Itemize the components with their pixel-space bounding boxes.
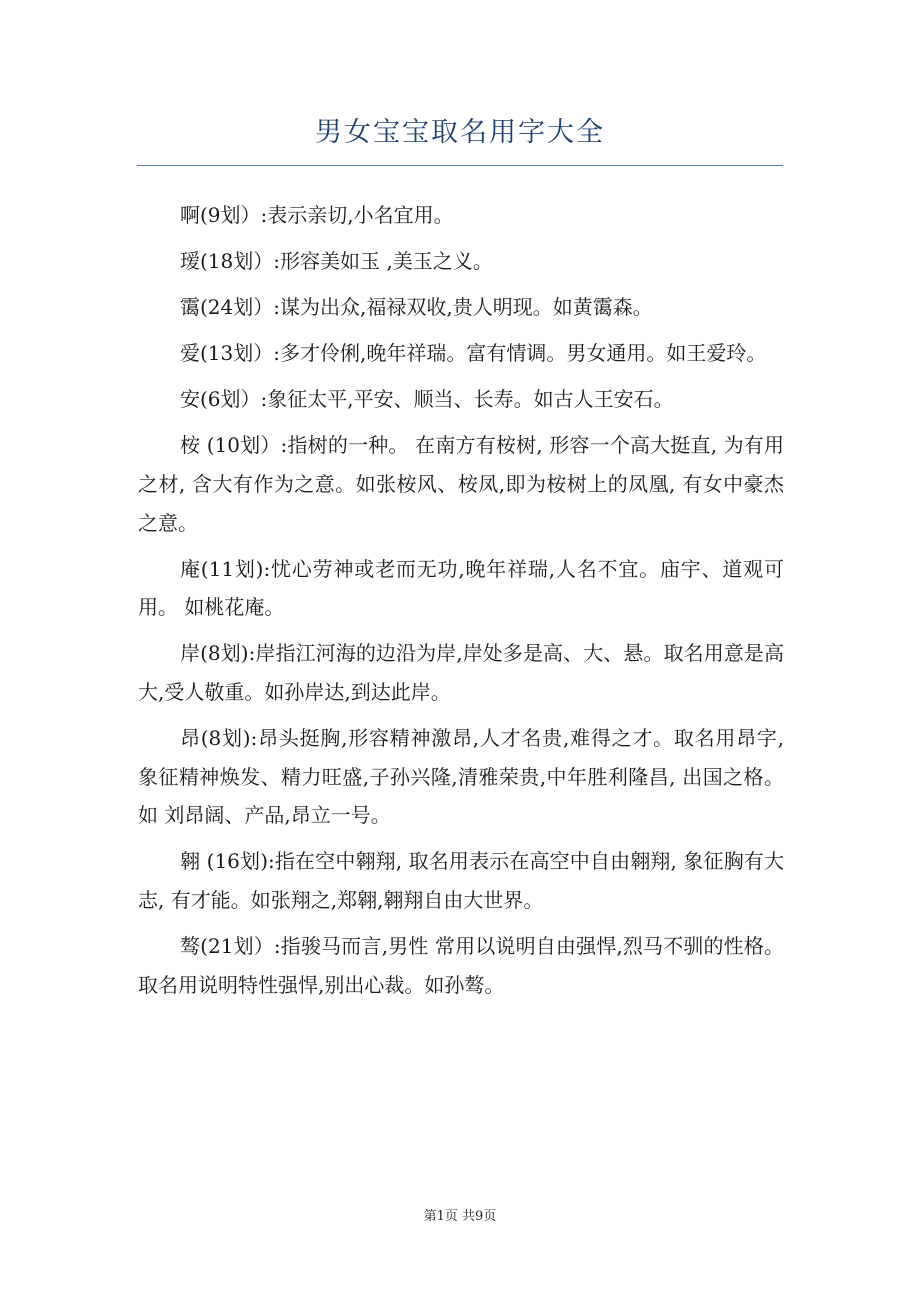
entry-an-peace: 安(6划）:象征太平,平安、顺当、长寿。如古人王安石。 (180, 387, 674, 412)
title-underline (137, 165, 783, 166)
page-footer: 第1页 共9页 (423, 1209, 497, 1224)
page-title: 男女宝宝取名用字大全 (315, 117, 605, 148)
entry-an-shore: 岸(8划):岸指江河海的边沿为岸,岸处多是高、大、悬。取名用意是高 大,受人敬重。如孙岸达,到达此岸。 (138, 641, 784, 705)
entry-ang: 昂(8划):昂头挺胸,形容精神激昂,人才名贵,难得之才。取名用昂字, 象征精神焕发、精力旺盛,子孙兴隆,清雅荣贵,中年胜利隆昌, 出国之格。如 刘昂阔、产品,昂立一号。 (138, 726, 784, 828)
entry-ai-love: 爱(13划）:多才伶俐,晚年祥瑞。富有情调。男女通用。如王爱玲。 (180, 341, 767, 366)
entry-ai-jade: 瑷(18划）:形容美如玉 ,美玉之义。 (180, 249, 493, 274)
entry-a: 啊(9划）:表示亲切,小名宜用。 (180, 203, 454, 227)
entry-ao-steed: 骜(21划）:指骏马而言,男性 常用以说明自由强悍,烈马不驯的性格。取名用说明特性强悍,别出心裁。如孙骜。 (138, 934, 784, 997)
document-body (138, 196, 784, 1012)
entry-an-eucalyptus: 桉 (10划）:指树的一种。 在南方有桉树, 形容一个高大挺直, 为有用之材, 含大有作为之意。如张桉风、桉凤,即为桉树上的凤凰, 有女中豪杰之意。 (138, 433, 784, 535)
entry-an-hut: 庵(11划):忧心劳神或老而无功,晚年祥瑞,人名不宜。庙宇、道观可用。 如桃花庵。 (138, 556, 784, 620)
entry-ai-mist: 霭(24划）:谋为出众,福禄双收,贵人明现。如黄霭森。 (180, 295, 653, 320)
entry-ao-soar: 翱 (16划):指在空中翱翔, 取名用表示在高空中自由翱翔, 象征胸有大志, 有才能。如张翔之,郑翱,翱翔自由大世界。 (138, 849, 784, 912)
